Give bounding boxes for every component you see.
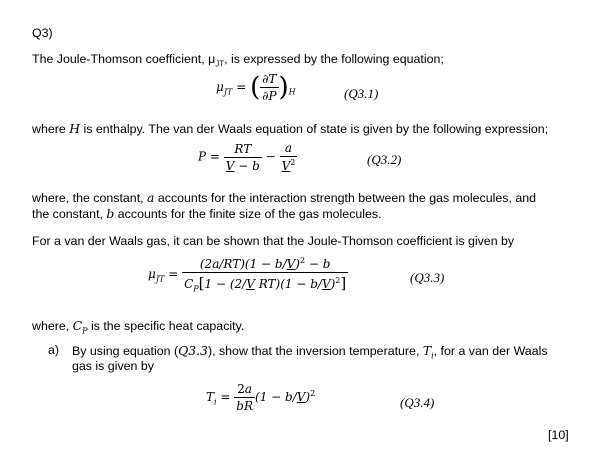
equation-3-4-label: (Q3.4) (400, 395, 435, 410)
marks-label: [10] (548, 428, 569, 442)
line2-H: H (69, 121, 81, 136)
intro-text: The Joule-Thomson coefficient, μ (32, 52, 216, 66)
equation-3-3: $\mu_{JT}$ = $\frac{(2a/RT)(1 - b/V)^2 - b}{C_P[1 - (2/V RT)(1 - b/V)^2]}$ (148, 256, 347, 294)
part-a-mid: ), show that the inversion temperature, (207, 344, 423, 358)
line5-sub: P (82, 326, 88, 336)
part-a-line-2: gas is given by (72, 359, 154, 373)
question-number: Q3) (32, 26, 53, 40)
intro-tail: , is expressed by the following equation; (224, 52, 444, 66)
part-a-sub: i (431, 351, 434, 361)
vdw-coefficient-sentence: For a van der Waals gas, it can be shown that the Joule-Thomson coefficient is given by (32, 234, 515, 248)
line5-C: C (72, 318, 83, 333)
equation-3-3-label: (Q3.3) (410, 270, 445, 285)
constant-a-sentence (32, 190, 536, 206)
line3a-post: accounts for the interaction strength between the gas molecules, and (154, 191, 537, 205)
part-a-post: , for a van der Waals (433, 344, 548, 358)
line5-post: is the specific heat capacity. (87, 319, 245, 333)
line2-pre: where (32, 122, 70, 136)
part-a-pre: By using equation ( (72, 344, 179, 358)
intro-subscript: JT (215, 59, 225, 69)
line3a-a: a (147, 190, 155, 205)
part-a-T: T (422, 343, 432, 358)
line5-pre: where, (32, 319, 73, 333)
line3b-pre: the constant, (32, 207, 107, 221)
constant-b-sentence (32, 206, 382, 222)
equation-3-2: P = $\frac{RT}{V - b}$ − $\frac{a}{V^2}$ (198, 141, 296, 173)
line3b-b: b (106, 206, 115, 221)
line3a-pre: where, the constant, (32, 191, 148, 205)
enthalpy-sentence (32, 121, 548, 137)
intro-sentence (32, 52, 444, 71)
heat-capacity-sentence (32, 318, 244, 338)
equation-3-1: $\mu_{JT}$ = ( $\frac{\partial T}{\partial P}$ )$_H$ (216, 72, 296, 103)
line3b-post: accounts for the finite size of the gas molecules. (114, 207, 382, 221)
line2-post: is enthalpy. The van der Waals equation of state is given by the following expression; (80, 122, 549, 136)
equation-3-2-label: (Q3.2) (367, 152, 402, 167)
part-a-letter: a) (48, 343, 60, 357)
equation-3-4: $T_i$ = $\frac{2a}{bR}$ $(1 - b/V)^2$ (206, 382, 316, 413)
equation-3-1-label: (Q3.1) (344, 86, 379, 101)
part-a-ref: Q3.3 (178, 343, 208, 358)
